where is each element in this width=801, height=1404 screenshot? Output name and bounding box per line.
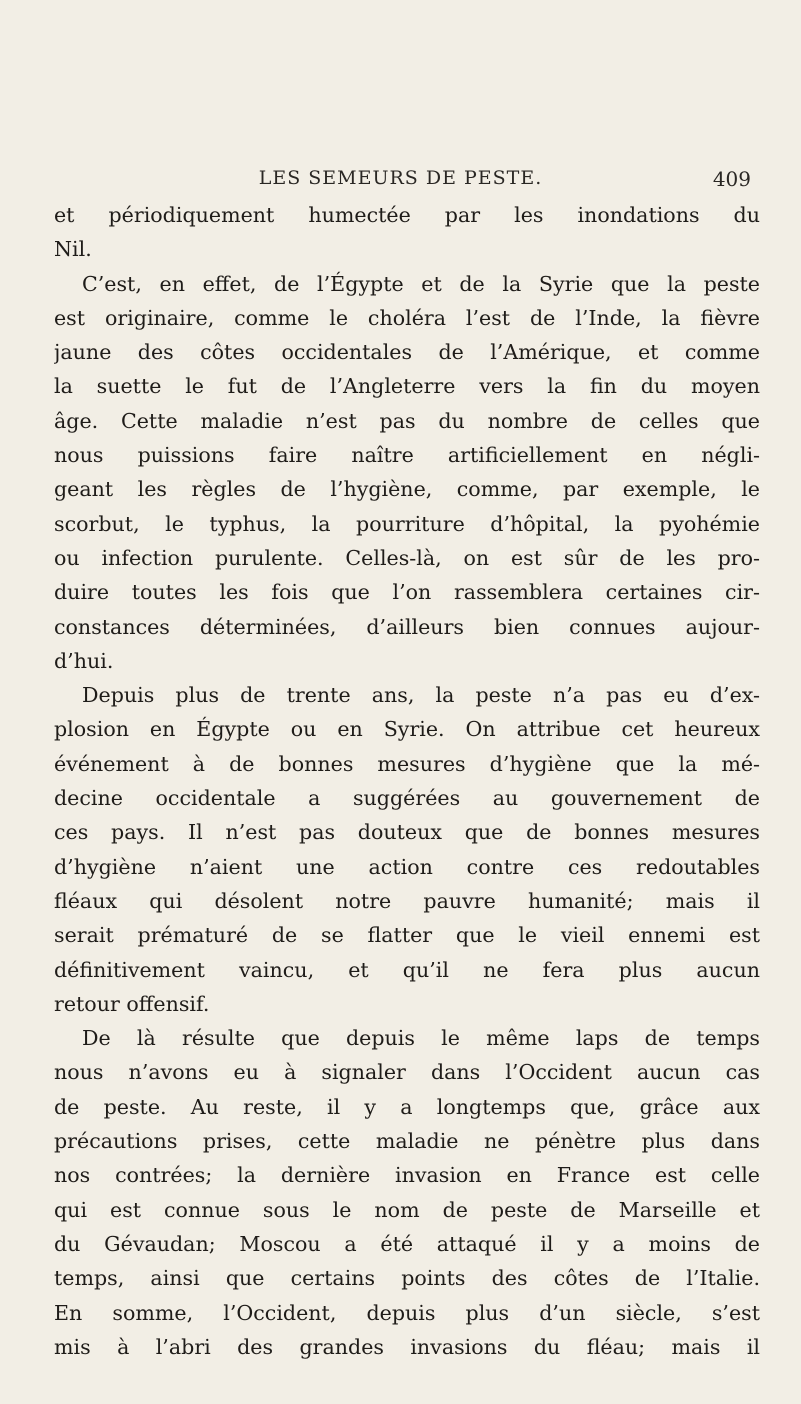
text-line: duire toutes les fois que l’on rassemblera certaines cir-: [54, 580, 760, 605]
text-line: du Gévaudan; Moscou a été attaqué il y a moins de: [54, 1231, 760, 1256]
text-line: De là résulte que depuis le même laps de temps: [82, 1026, 760, 1051]
running-head: [0, 167, 801, 197]
text-line: la suette le fut de l’Angleterre vers la fin du moyen: [54, 374, 760, 399]
text-line: fléaux qui désolent notre pauvre humanité; mais il: [54, 888, 760, 913]
page-number: 409: [712, 167, 751, 191]
text-line: nous n’avons eu à signaler dans l’Occident aucun cas: [54, 1060, 760, 1085]
text-line: retour offensif.: [54, 991, 210, 1016]
body-text: [54, 198, 760, 1364]
text-line: mis à l’abri des grandes invasions du fléau; mais il: [54, 1334, 760, 1359]
text-line: nos contrées; la dernière invasion en France est celle: [54, 1163, 760, 1188]
text-line: de peste. Au reste, il y a longtemps que, grâce aux: [54, 1094, 760, 1119]
text-line: C’est, en effet, de l’Égypte et de la Syrie que la peste: [82, 271, 760, 296]
text-line: Nil.: [54, 237, 92, 262]
text-line: âge. Cette maladie n’est pas du nombre de celles que: [54, 408, 760, 433]
text-line: d’hui.: [54, 648, 114, 673]
text-line: est originaire, comme le choléra l’est de l’Inde, la fièvre: [54, 305, 760, 330]
text-line: En somme, l’Occident, depuis plus d’un siècle, s’est: [54, 1300, 760, 1325]
text-line: serait prématuré de se flatter que le vieil ennemi est: [54, 923, 760, 948]
text-line: constances déterminées, d’ailleurs bien connues aujour-: [54, 614, 760, 639]
text-line: decine occidentale a suggérées au gouvernement de: [54, 786, 760, 811]
text-line: scorbut, le typhus, la pourriture d’hôpital, la pyohémie: [54, 511, 760, 536]
text-line: Depuis plus de trente ans, la peste n’a pas eu d’ex-: [82, 683, 760, 708]
text-line: ces pays. Il n’est pas douteux que de bonnes mesures: [54, 820, 760, 845]
text-line: événement à de bonnes mesures d’hygiène que la mé-: [54, 751, 760, 776]
text-line: précautions prises, cette maladie ne pénètre plus dans: [54, 1129, 760, 1154]
running-title: LES SEMEURS DE PESTE.: [258, 167, 543, 189]
text-line: et périodiquement humectée par les inondations du: [54, 203, 760, 227]
text-line: qui est connue sous le nom de peste de Marseille et: [54, 1197, 760, 1222]
text-line: ou infection purulente. Celles-là, on est sûr de les pro-: [54, 545, 760, 570]
text-line: nous puissions faire naître artificiellement en négli-: [54, 443, 760, 468]
text-line: d’hygiène n’aient une action contre ces redoutables: [54, 854, 760, 879]
text-line: définitivement vaincu, et qu’il ne fera plus aucun: [54, 957, 760, 982]
text-line: geant les règles de l’hygiène, comme, par exemple, le: [54, 477, 760, 502]
text-line: jaune des côtes occidentales de l’Amérique, et comme: [54, 340, 760, 365]
text-line: temps, ainsi que certains points des côtes de l’Italie.: [54, 1266, 760, 1291]
text-line: plosion en Égypte ou en Syrie. On attribue cet heureux: [54, 717, 760, 742]
